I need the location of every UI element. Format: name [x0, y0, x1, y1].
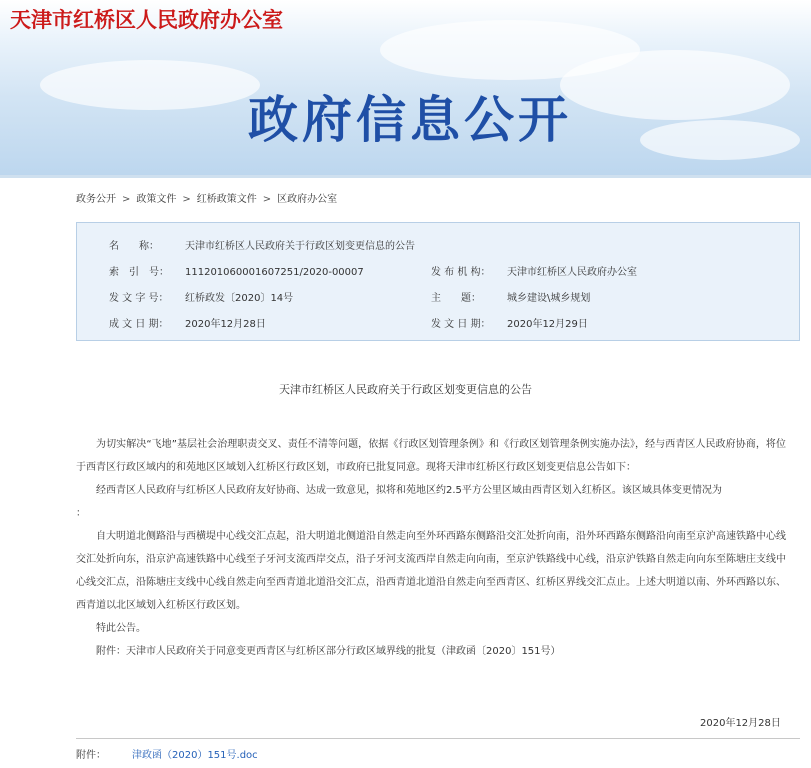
- breadcrumb-item-hongqiao-policy[interactable]: 红桥政策文件: [196, 194, 257, 205]
- page-title: 政府信息公开: [248, 91, 572, 149]
- header-banner: [0, 0, 811, 178]
- article-content: [76, 433, 786, 663]
- attachment-link[interactable]: 津政函（2020）151号.doc: [132, 750, 258, 761]
- info-published: [431, 315, 588, 330]
- info-docno-value: 红桥政发〔2020〕14号: [185, 293, 294, 304]
- info-name-label: 名 称：: [109, 241, 159, 252]
- info-issuer: [431, 263, 637, 278]
- info-issuer-value: 天津市红桥区人民政府办公室: [507, 267, 637, 278]
- paragraph: 为切实解决“飞地”基层社会治理职责交叉、责任不清等问题，依据《行政区划管理条例》和《行政区划管理条例实施办法》，经与西青区人民政府协商，将位于西青区行政区域内的和苑地区区域划入红桥区行政区划，市政府已批复同意。现将天津市红桥区行政区划变更信息公告如下：: [76, 439, 786, 473]
- info-topic-label: 主 题：: [431, 293, 481, 304]
- article-date: 2020年12月28日: [700, 718, 781, 729]
- info-published-value: 2020年12月29日: [507, 319, 588, 330]
- breadcrumb-item-district-office[interactable]: 区政府办公室: [277, 194, 338, 205]
- paragraph: 特此公告。: [96, 623, 146, 634]
- info-issuer-label: 发 布 机 构：: [431, 267, 491, 278]
- banner-divider: [0, 175, 811, 178]
- info-created-value: 2020年12月28日: [185, 319, 266, 330]
- info-created-label: 成 文 日 期：: [109, 319, 169, 330]
- info-docno-label: 发 文 字 号：: [109, 293, 169, 304]
- paragraph-continuation: ：: [76, 508, 86, 519]
- breadcrumb-item-gov-affairs[interactable]: 政务公开: [76, 194, 116, 205]
- info-published-label: 发 文 日 期：: [431, 319, 491, 330]
- divider: [76, 738, 800, 739]
- info-docno: [109, 289, 293, 304]
- breadcrumb-separator: >: [122, 194, 131, 205]
- site-title: 天津市红桥区人民政府办公室: [10, 8, 283, 32]
- info-name-value: 天津市红桥区人民政府关于行政区划变更信息的公告: [185, 241, 415, 252]
- paragraph: 附件：天津市人民政府关于同意变更西青区与红桥区部分行政区域界线的批复（津政函〔2020〕151号）: [96, 646, 561, 657]
- breadcrumb-separator: >: [182, 194, 191, 205]
- document-info-box: [76, 222, 800, 341]
- attachment-row: [76, 746, 258, 761]
- article-title: 天津市红桥区人民政府关于行政区划变更信息的公告: [279, 383, 532, 396]
- info-index-label: 索 引 号：: [109, 267, 169, 278]
- breadcrumb: [76, 190, 337, 205]
- attachment-label: 附件：: [76, 750, 106, 761]
- cloud-decoration: [640, 120, 800, 160]
- info-topic-value: 城乡建设\城乡规划: [507, 293, 591, 304]
- info-created: [109, 315, 266, 330]
- cloud-decoration: [560, 50, 790, 120]
- cloud-decoration: [40, 60, 260, 110]
- paragraph: 经西青区人民政府与红桥区人民政府友好协商、达成一致意见，拟将和苑地区约2.5平方公里区域由西青区划入红桥区。该区域具体变更情况为: [96, 485, 722, 496]
- paragraph: 自大明道北侧路沿与西横堤中心线交汇点起，沿大明道北侧道沿自然走向至外环西路东侧路沿交汇处折向南，沿外环西路东侧路沿向南至京沪高速铁路中心线交汇处折向东，沿京沪高速铁路中心线至子牙河支流西岸交点，沿子牙河支流西岸自然走向向南，至京沪铁路线中心线，沿京沪铁路自然走向向东至陈塘庄支线中心线交汇点，沿陈塘庄支线中心线自然走向至西青道北道沿交汇点，沿西青道北道沿自然走向至西青区、红桥区界线交汇点止。上述大明道以南、外环西路以东、西青道以北区域划入红桥区行政区划。: [76, 531, 786, 611]
- info-index: [109, 263, 364, 278]
- info-name: [109, 237, 415, 252]
- info-index-value: 111201060001607251/2020-00007: [185, 267, 364, 278]
- breadcrumb-item-policy[interactable]: 政策文件: [136, 194, 177, 205]
- info-topic: [431, 289, 590, 304]
- breadcrumb-separator: >: [262, 194, 272, 205]
